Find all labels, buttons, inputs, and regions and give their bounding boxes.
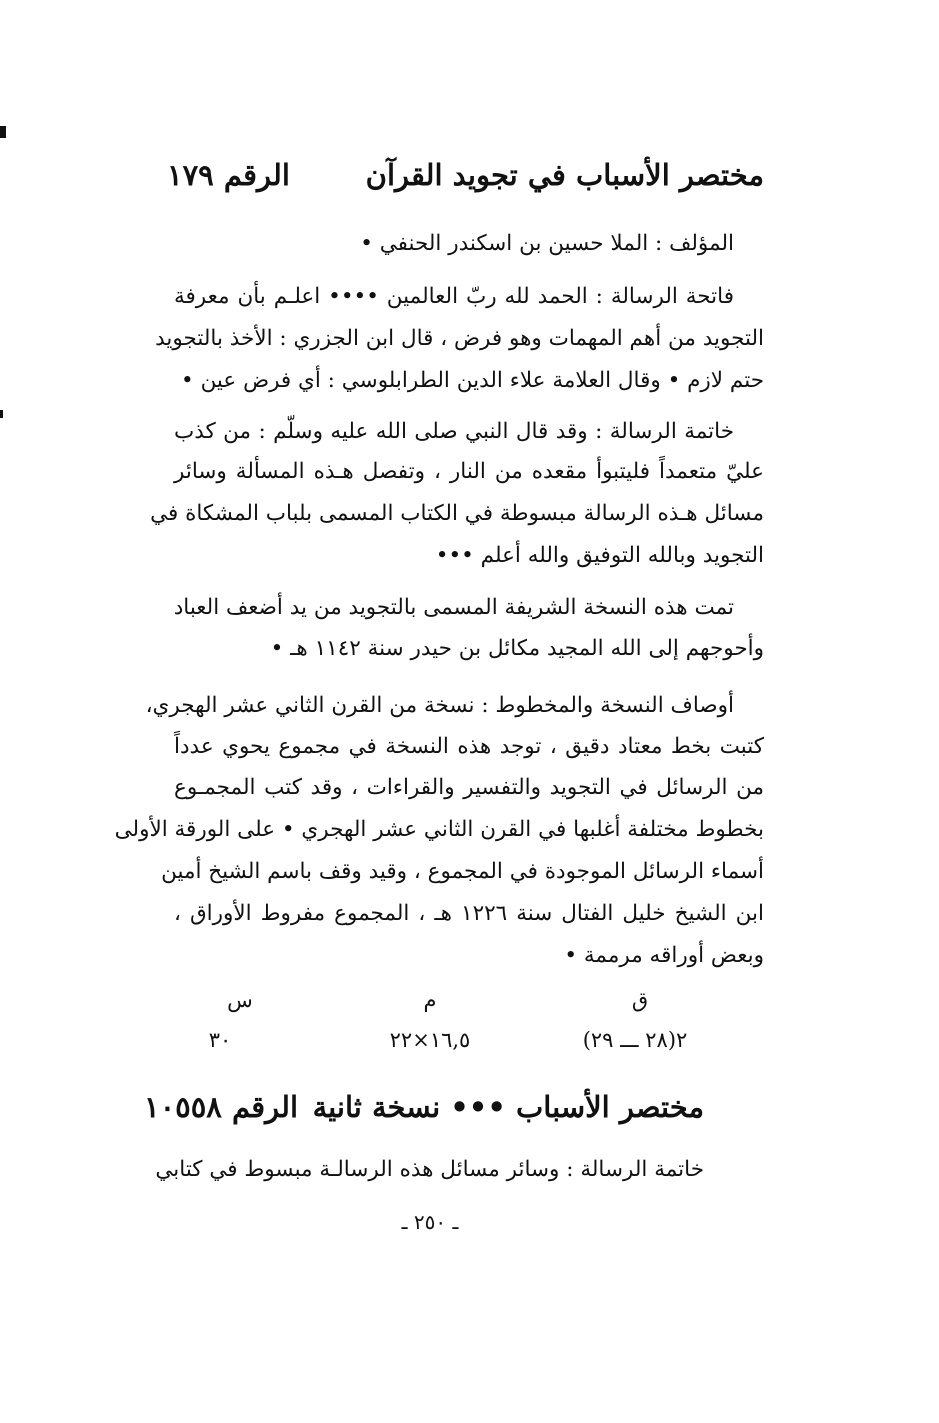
entry-heading <box>144 1082 704 1132</box>
author-line: المؤلف : الملا حسين بن اسكندر الحنفي • <box>360 231 734 256</box>
stat-label-m: م <box>423 988 437 1012</box>
closing-line: مسائل هـذه الرسالة مبسوطة في الكتاب المسمى بلباب المشكاة في <box>150 501 764 526</box>
stat-value-q: ٢(٢٨ ـــ ٢٩) <box>582 1028 688 1052</box>
stat-value-s: ٣٠ <box>208 1028 232 1052</box>
scan-edge-mark <box>0 410 3 418</box>
description-line: ابن الشيخ خليل الفتال سنة ١٢٢٦ هـ ، المجموع مفروط الأوراق ، <box>174 901 764 926</box>
page-number: ـ ٢٥٠ ـ <box>401 1210 459 1234</box>
entry-title: مختصر الأسباب ••• نسخة ثانية <box>312 1090 704 1124</box>
closing-line: التجويد وبالله التوفيق والله أعلم ••• <box>435 543 764 568</box>
entry-number: الرقم ١٠٥٥٨ <box>144 1090 299 1124</box>
colophon-line: تمت هذه النسخة الشريفة المسمى بالتجويد من يد أضعف العباد <box>173 595 734 620</box>
description-line: كتبت بخط معتاد دقيق ، توجد هذه النسخة في مجموع يحوي عدداً <box>174 734 764 759</box>
closing-line: خاتمة الرسالة : وسائر مسائل هذه الرسالـة مبسوط في كتابي <box>155 1157 704 1182</box>
stat-label-s: س <box>227 988 253 1012</box>
colophon-line: وأحوجهم إلى الله المجيد مكائل بن حيدر سنة ١١٤٢ هـ • <box>270 636 764 661</box>
scan-edge-mark <box>0 126 6 138</box>
stat-value-m: ١٦,٥×٢٢ <box>389 1028 471 1052</box>
closing-line: خاتمة الرسالة : وقد قال النبي صلى الله عليه وسلّم : من كذب <box>174 419 734 444</box>
stat-label-q: ق <box>631 988 649 1012</box>
description-line: بخطوط مختلفة أغلبها في القرن الثاني عشر الهجري • على الورقة الأولى <box>114 817 764 842</box>
entry-title: مختصر الأسباب في تجويد القرآن <box>365 158 764 192</box>
entry-heading <box>164 150 764 200</box>
description-line: أوصاف النسخة والمخطوط : نسخة من القرن الثاني عشر الهجري، <box>145 693 734 718</box>
opening-line: التجويد من أهم المهمات وهو فرض ، قال ابن الجزري : الأخذ بالتجويد <box>155 326 764 351</box>
description-line: من الرسائل في التجويد والتفسير والقراءات ، وقد كتب المجمـوع <box>174 775 764 800</box>
entry-number: الرقم ١٧٩ <box>167 158 290 192</box>
opening-line: حتم لازم • وقال العلامة علاء الدين الطرابلوسي : أي فرض عين • <box>181 368 764 393</box>
opening-line: فاتحة الرسالة : الحمد لله ربّ العالمين •••• اعلـم بأن معرفة <box>174 284 734 309</box>
description-line: أسماء الرسائل الموجودة في المجموع ، وقيد وقف باسم الشيخ أمين <box>161 859 764 884</box>
closing-line: عليّ متعمداً فليتبوأ مقعده من النار ، وتفصل هـذه المسألة وسائر <box>174 459 764 484</box>
description-line: وبعض أوراقه مرممة • <box>564 943 764 968</box>
